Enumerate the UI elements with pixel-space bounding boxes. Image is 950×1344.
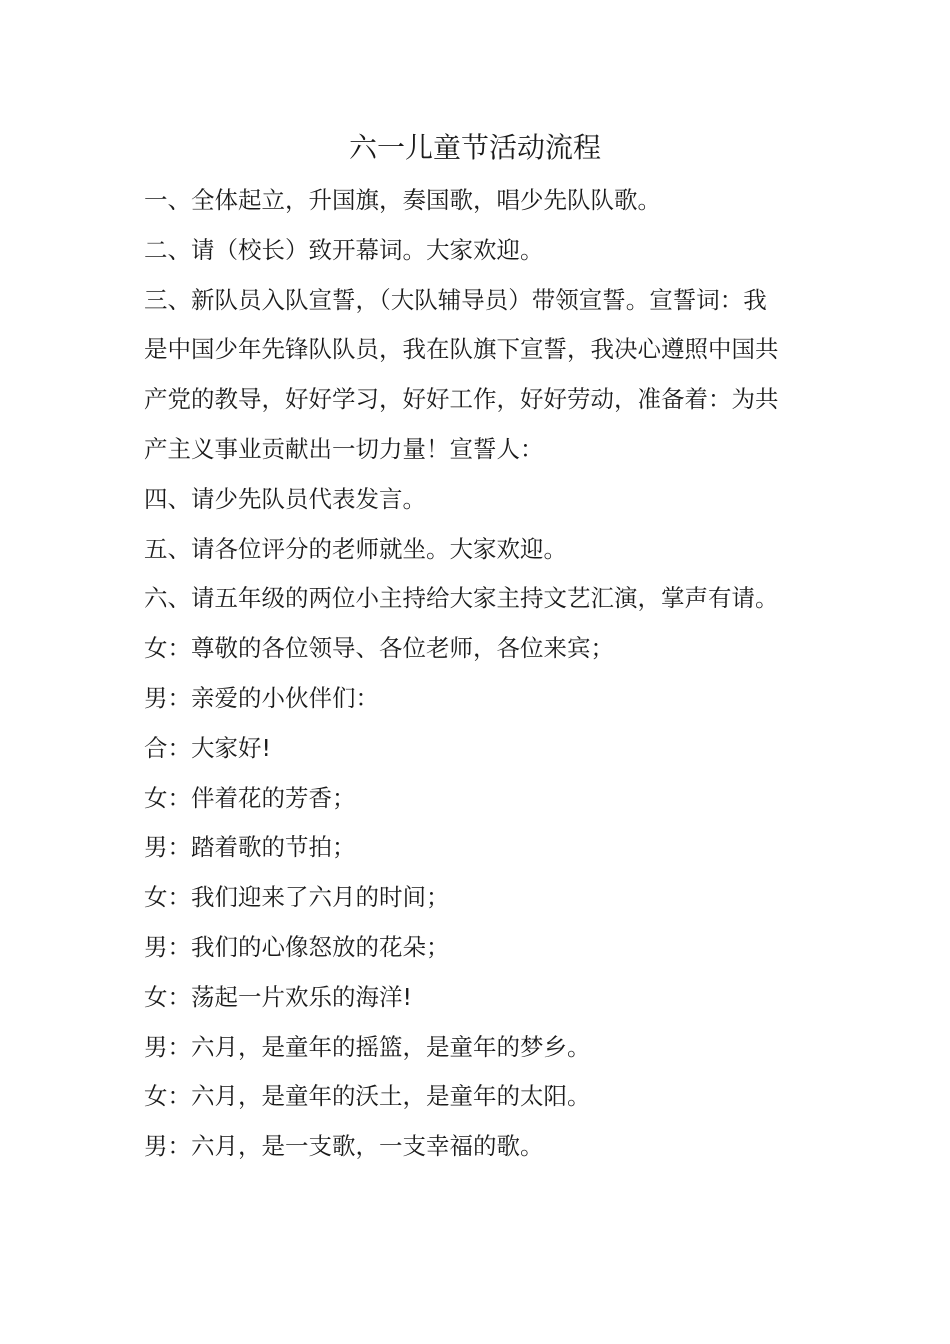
text-line: 男：六月，是一支歌，一支幸福的歌。 xyxy=(144,1132,544,1161)
document-title: 六一儿童节活动流程 xyxy=(348,131,601,164)
text-line: 男：踏着歌的节拍； xyxy=(144,833,356,862)
text-line: 合：大家好! xyxy=(144,733,271,762)
text-line: 男：六月，是童年的摇篮，是童年的梦乡。 xyxy=(144,1032,591,1061)
text-line: 一、全体起立，升国旗，奏国歌，唱少先队队歌。 xyxy=(144,186,661,214)
text-line: 五、请各位评分的老师就坐。大家欢迎。 xyxy=(144,534,567,563)
text-line: 产党的教导，好好学习，好好工作，好好劳动，准备着：为共 xyxy=(144,385,779,414)
text-line: 女：伴着花的芳香； xyxy=(144,783,356,812)
text-line: 产主义事业贡献出一切力量！宣誓人： xyxy=(144,434,544,463)
text-line: 女：六月，是童年的沃土，是童年的太阳。 xyxy=(144,1082,591,1111)
document-body xyxy=(144,176,792,1172)
text-line: 六、请五年级的两位小主持给大家主持文艺汇演，掌声有请。 xyxy=(144,584,779,613)
text-line: 女：我们迎来了六月的时间； xyxy=(144,883,450,912)
text-line: 男：亲爱的小伙伴们： xyxy=(144,683,379,712)
text-line: 三、新队员入队宣誓，（大队辅导员）带领宣誓。宣誓词：我 xyxy=(144,285,767,314)
text-line: 女：尊敬的各位领导、各位老师，各位来宾； xyxy=(144,634,614,663)
text-line: 二、请（校长）致开幕词。大家欢迎。 xyxy=(144,235,544,264)
text-line: 女：荡起一片欢乐的海洋! xyxy=(144,982,412,1011)
text-line: 是中国少年先锋队队员，我在队旗下宣誓，我决心遵照中国共 xyxy=(144,335,779,364)
text-line: 四、请少先队员代表发言。 xyxy=(144,484,426,513)
text-line: 男：我们的心像怒放的花朵； xyxy=(144,932,450,961)
